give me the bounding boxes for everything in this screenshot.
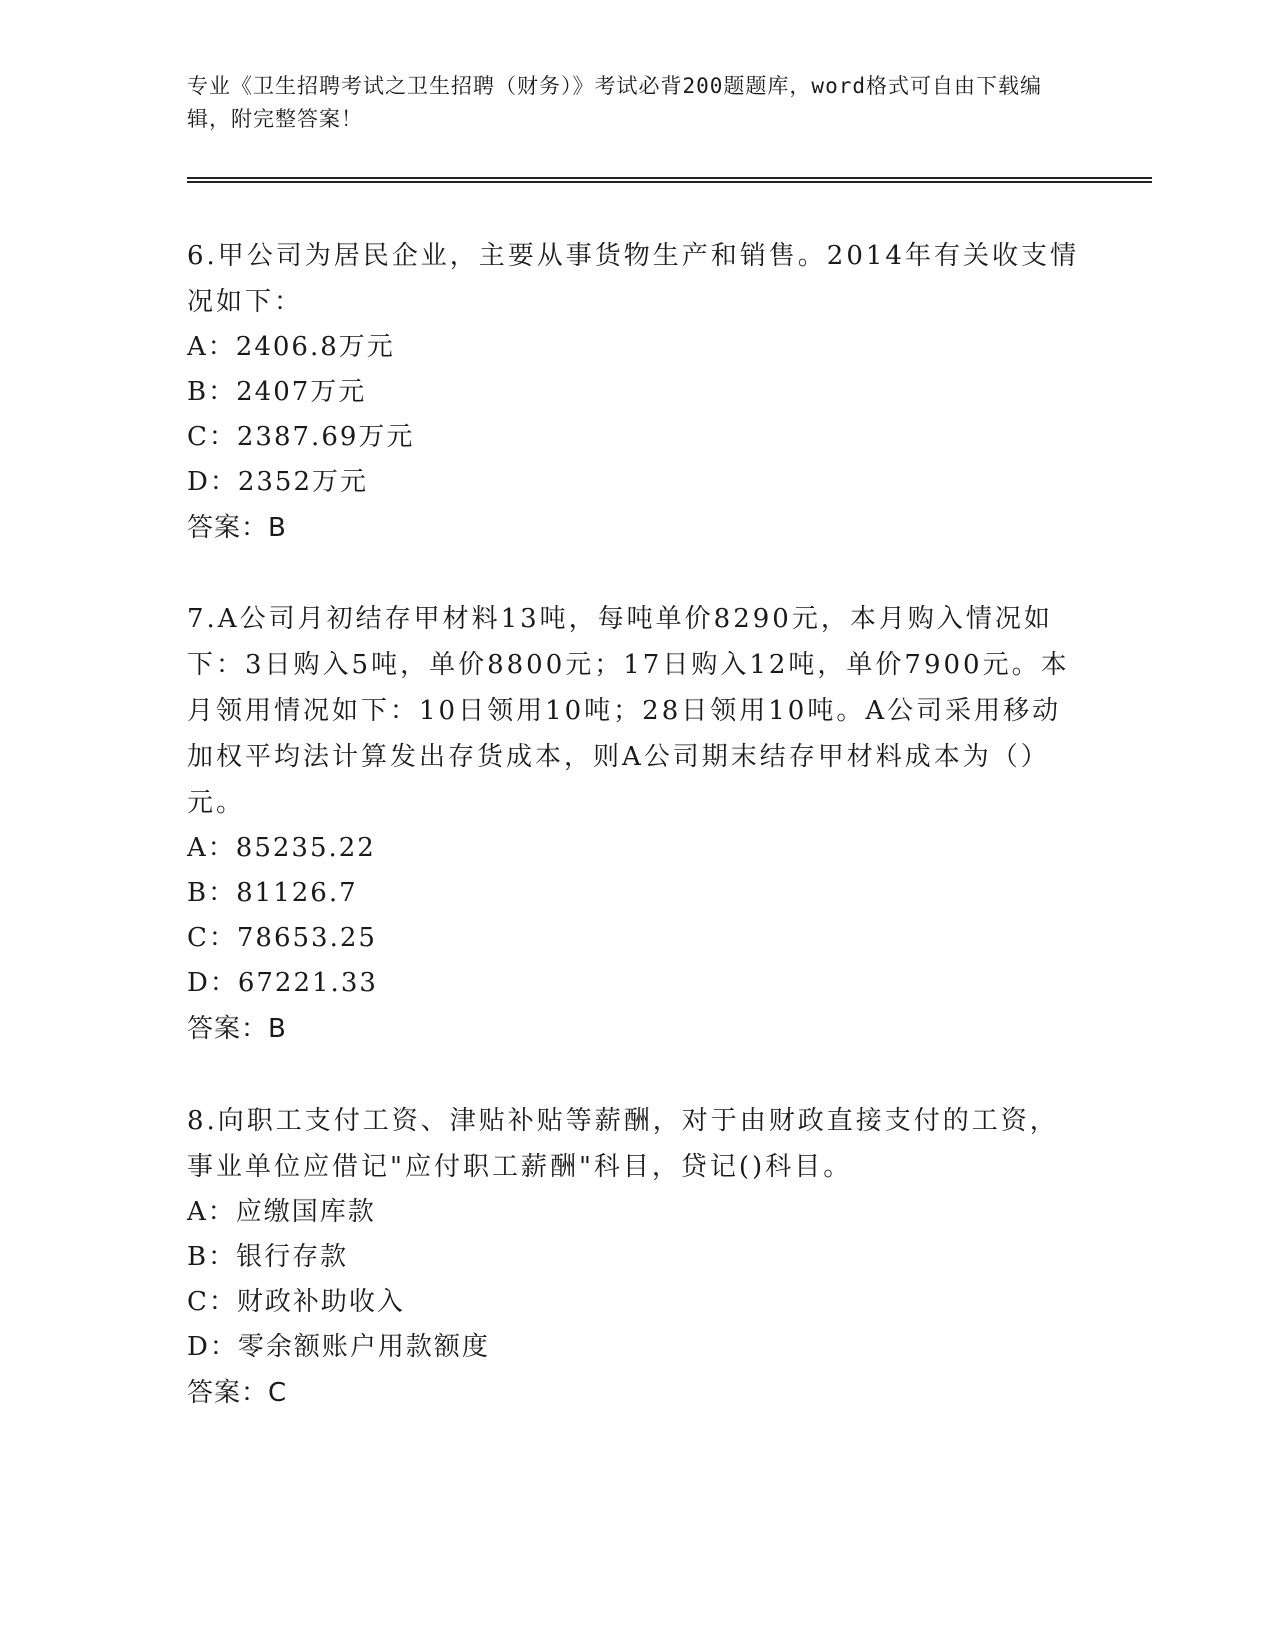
- option-c: C：78653.25: [187, 923, 377, 953]
- question-text: 6.甲公司为居民企业，主要从事货物生产和销售。2014年有关收支情况如下：: [187, 241, 1079, 317]
- option-d: D：2352万元: [187, 467, 369, 497]
- option-a: A：应缴国库款: [187, 1197, 376, 1227]
- answer: 答案：B: [187, 513, 287, 543]
- option-d: D：零余额账户用款额度: [187, 1332, 490, 1362]
- option-b: B：银行存款: [187, 1242, 349, 1272]
- document-intro: 专业《卫生招聘考试之卫生招聘（财务）》考试必背200题题库，word格式可自由下载编辑，附完整答案！: [187, 74, 1042, 131]
- option-b: B：2407万元: [187, 377, 367, 407]
- option-a: A：85235.22: [187, 833, 376, 863]
- option-d: D：67221.33: [187, 968, 378, 998]
- option-c: C：2387.69万元: [187, 422, 415, 452]
- header-divider-bottom: [187, 181, 1152, 183]
- answer: 答案：B: [187, 1014, 287, 1044]
- header-divider-top: [187, 177, 1152, 179]
- question-8: [187, 1098, 1087, 1416]
- question-text: 8.向职工支付工资、津贴补贴等薪酬，对于由财政直接支付的工资，事业单位应借记"应付职工薪酬"科目，贷记()科目。: [187, 1106, 1059, 1182]
- option-c: C：财政补助收入: [187, 1287, 405, 1317]
- option-b: B：81126.7: [187, 878, 358, 908]
- question-7: [187, 596, 1087, 1052]
- question-6: [187, 233, 1087, 551]
- question-text: 7.A公司月初结存甲材料13吨，每吨单价8290元，本月购入情况如下：3日购入5吨，单价8800元；17日购入12吨，单价7900元。本月领用情况如下：10日领用10吨；28日领用10吨。A公司采用移动加权平均法计算发出存货成本，则A公司期末结存甲材料成本为（）元。: [187, 604, 1070, 818]
- answer: 答案：C: [187, 1378, 288, 1408]
- option-a: A：2406.8万元: [187, 332, 395, 362]
